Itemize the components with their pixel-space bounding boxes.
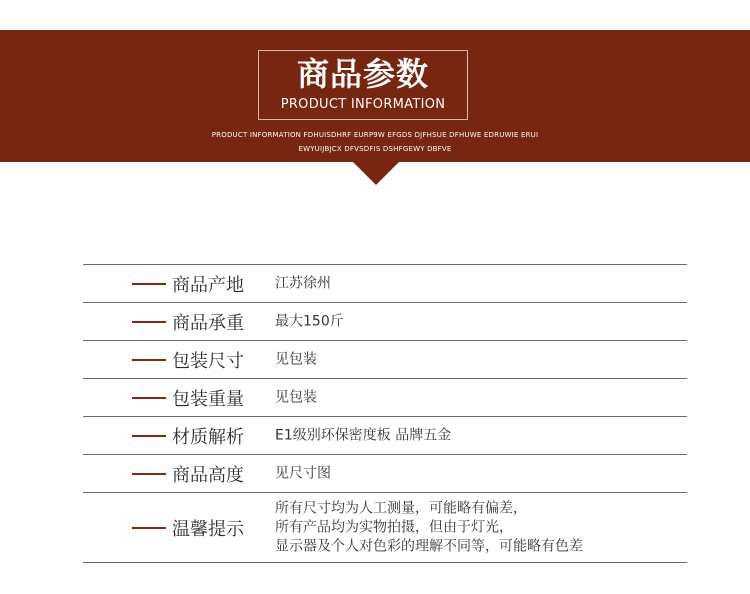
param-row-notice — [83, 493, 687, 563]
param-label: 材质解析 — [172, 426, 244, 448]
param-label: 商品承重 — [172, 312, 244, 334]
param-row-height — [83, 455, 687, 493]
notice-line: 所有产品均为实物拍摄，但由于灯光， — [275, 519, 513, 535]
dash-icon — [132, 473, 166, 475]
dash-icon — [132, 397, 166, 399]
header-subtitle-line-2: EWYUIJBJCX DFVSDFIS DSHFGEWY DBFVE — [298, 145, 452, 153]
dash-icon — [132, 283, 166, 285]
params-table — [83, 264, 687, 563]
notice-line: 所有尺寸均为人工测量，可能略有偏差， — [275, 500, 527, 516]
page-title-english: PRODUCT INFORMATION — [280, 97, 446, 112]
top-strip — [0, 0, 750, 30]
param-label: 商品高度 — [172, 464, 244, 486]
notice-text — [275, 499, 583, 556]
param-value: E1级别环保密度板 品牌五金 — [275, 427, 452, 443]
param-row-package-weight — [83, 379, 687, 417]
notice-line: 显示器及个人对色彩的理解不同等，可能略有色差 — [275, 538, 583, 554]
notice-label: 温馨提示 — [172, 518, 244, 540]
param-row-load — [83, 303, 687, 341]
dash-icon — [132, 321, 166, 323]
page-title: 商品参数 — [296, 55, 429, 93]
param-label: 包装尺寸 — [172, 350, 244, 372]
param-label: 商品产地 — [172, 274, 244, 296]
param-value: 见包装 — [275, 351, 317, 367]
param-row-origin — [83, 265, 687, 303]
param-value: 最大150斤 — [275, 313, 344, 329]
dash-icon — [132, 359, 166, 361]
param-value: 江苏徐州 — [275, 275, 331, 291]
title-box — [258, 50, 468, 120]
param-row-package-size — [83, 341, 687, 379]
param-row-material — [83, 417, 687, 455]
down-arrow-icon — [353, 162, 399, 185]
header-subtitle-line-1: PRODUCT INFORMATION FDHUISDHRF EURP9W EFGDS DJFHSUE DFHUWE EDRUWIE ERUI — [211, 131, 539, 139]
dash-icon — [132, 435, 166, 437]
param-value: 见包装 — [275, 389, 317, 405]
dash-icon — [132, 527, 166, 529]
param-value: 见尺寸图 — [275, 465, 331, 481]
param-label: 包装重量 — [172, 388, 244, 410]
